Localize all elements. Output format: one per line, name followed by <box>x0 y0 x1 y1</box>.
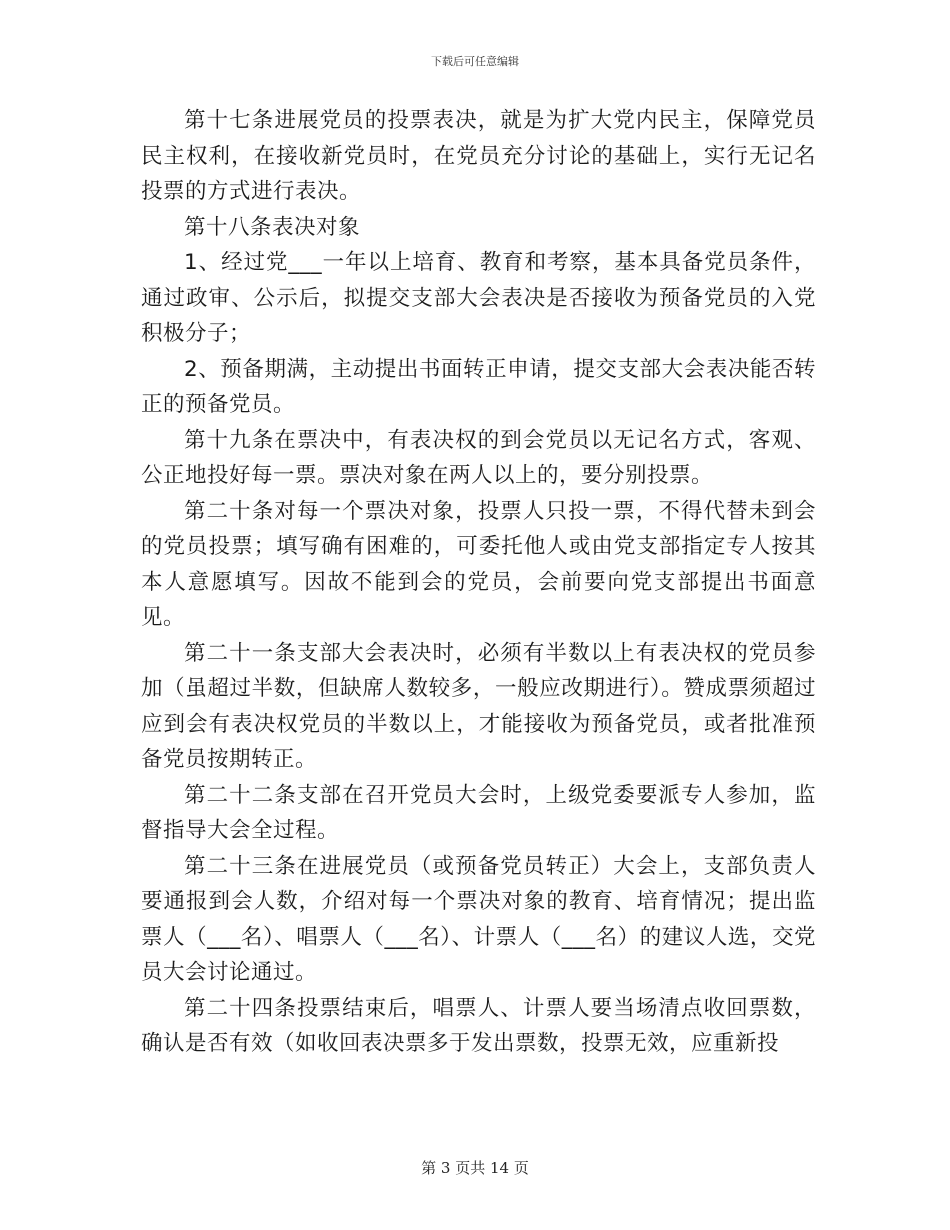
paragraph: 第二十一条支部大会表决时，必须有半数以上有表决权的党员参加（虽超过半数，但缺席人数较多，一般应改期进行）。赞成票须超过应到会有表决权党员的半数以上，才能接收为预备党员，或者批准预备党员按期转正。 <box>141 640 816 772</box>
paragraph: 第二十条对每一个票决对象，投票人只投一票，不得代替未到会的党员投票；填写确有困难的，可委托他人或由党支部指定专人按其本人意愿填写。因故不能到会的党员，会前要向党支部提出书面意见。 <box>141 498 816 630</box>
paragraph: 第二十三条在进展党员（或预备党员转正）大会上，支部负责人要通报到会人数，介绍对每一个票决对象的教育、培育情况；提出监票人（___名）、唱票人（___名）、计票人（___名）的建议人选，交党员大会讨论通过。 <box>141 853 816 985</box>
paragraph: 第十七条进展党员的投票表决，就是为扩大党内民主，保障党员民主权利，在接收新党员时，在党员充分讨论的基础上，实行无记名投票的方式进行表决。 <box>141 108 816 204</box>
paragraph: 第十九条在票决中，有表决权的到会党员以无记名方式，客观、公正地投好每一票。票决对象在两人以上的，要分别投票。 <box>141 427 816 488</box>
paragraph: 第二十二条支部在召开党员大会时，上级党委要派专人参加，监督指导大会全过程。 <box>141 782 816 843</box>
paragraph: 2、预备期满，主动提出书面转正申请，提交支部大会表决能否转正的预备党员。 <box>141 356 816 417</box>
page-header: 下载后可任意编辑 <box>431 55 519 68</box>
paragraph: 1、经过党___一年以上培育、教育和考察，基本具备党员条件，通过政审、公示后，拟提交支部大会表决是否接收为预备党员的入党积极分子； <box>141 250 816 346</box>
paragraph: 第十八条表决对象 <box>184 214 361 240</box>
document-body <box>141 103 816 1062</box>
page-number: 第 3 页共 14 页 <box>421 1159 529 1177</box>
paragraph: 第二十四条投票结束后，唱票人、计票人要当场清点收回票数，确认是否有效（如收回表决票多于发出票数，投票无效，应重新投 <box>141 995 816 1056</box>
